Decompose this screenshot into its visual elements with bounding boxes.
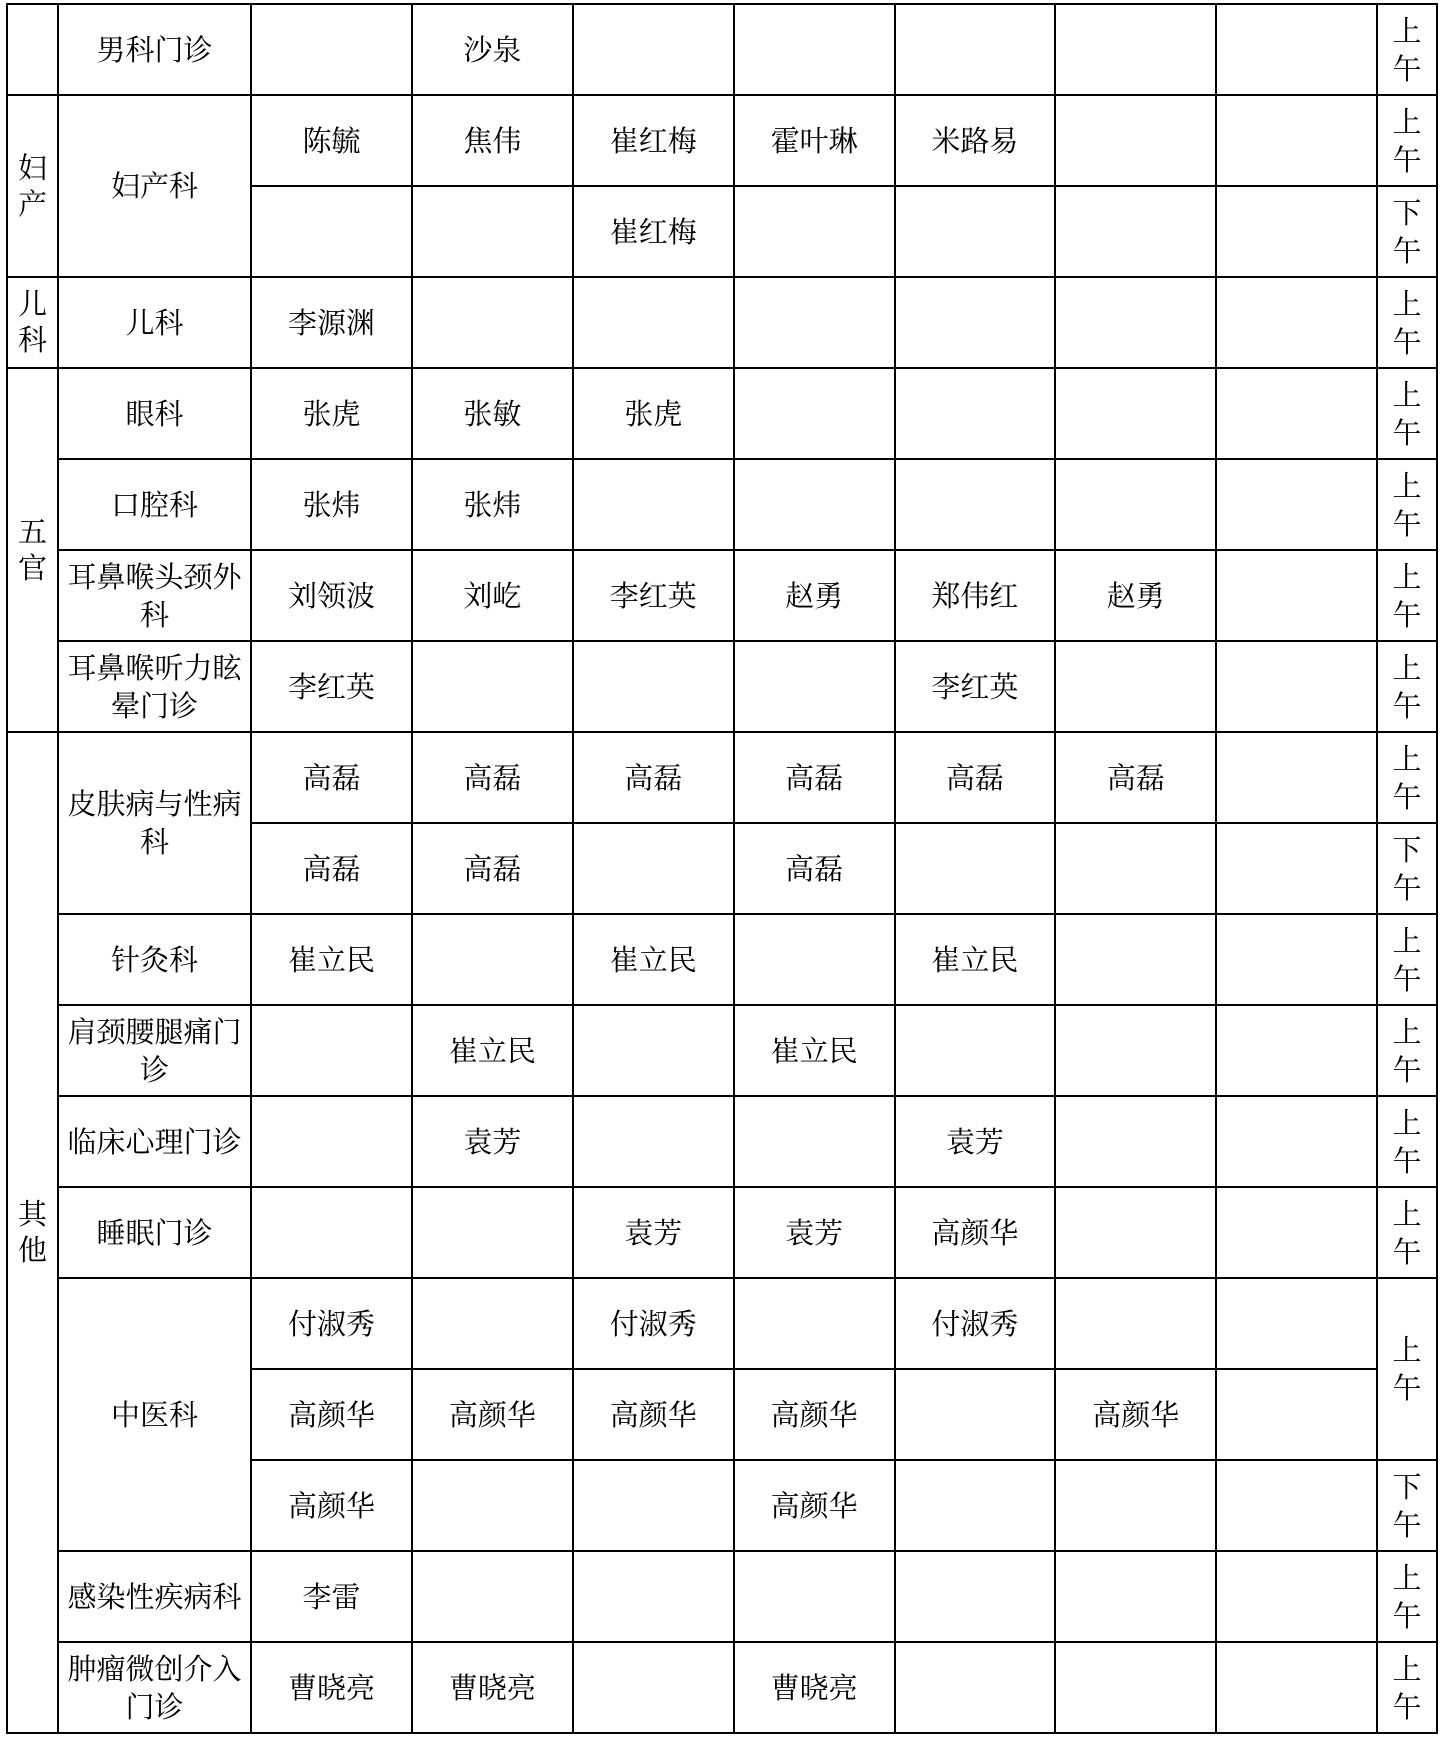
doctor-cell: 袁芳 (412, 1096, 573, 1187)
department-name: 妇产科 (58, 95, 251, 277)
doctor-cell (573, 1005, 734, 1096)
doctor-cell (734, 914, 895, 1005)
doctor-cell (1216, 1642, 1377, 1733)
doctor-cell (734, 368, 895, 459)
table-row (7, 1187, 1437, 1278)
doctor-cell (895, 1551, 1056, 1642)
doctor-cell (1216, 823, 1377, 914)
doctor-cell: 崔立民 (895, 914, 1056, 1005)
doctor-cell (1216, 459, 1377, 550)
doctor-cell (1055, 914, 1216, 1005)
category-cell (7, 4, 58, 95)
doctor-cell (1216, 186, 1377, 277)
doctor-cell: 高磊 (573, 732, 734, 823)
session-period: 上午 (1377, 1551, 1437, 1642)
doctor-cell (895, 1460, 1056, 1551)
doctor-cell: 高磊 (412, 732, 573, 823)
department-name: 针灸科 (58, 914, 251, 1005)
doctor-cell: 曹晓亮 (412, 1642, 573, 1733)
doctor-cell (1055, 459, 1216, 550)
doctor-cell (734, 459, 895, 550)
doctor-cell (895, 1642, 1056, 1733)
schedule-body (7, 4, 1437, 1733)
department-name: 口腔科 (58, 459, 251, 550)
doctor-cell: 崔立民 (573, 914, 734, 1005)
doctor-cell (1216, 1460, 1377, 1551)
session-period: 上午 (1377, 732, 1437, 823)
session-period: 上午 (1377, 641, 1437, 732)
doctor-cell (412, 1551, 573, 1642)
doctor-cell (1216, 277, 1377, 368)
session-period: 上午 (1377, 914, 1437, 1005)
session-period: 上午 (1377, 95, 1437, 186)
doctor-cell (895, 368, 1056, 459)
doctor-cell (895, 1005, 1056, 1096)
department-name: 睡眠门诊 (58, 1187, 251, 1278)
doctor-cell: 崔立民 (734, 1005, 895, 1096)
doctor-cell: 李雷 (251, 1551, 412, 1642)
doctor-cell (412, 277, 573, 368)
doctor-cell (573, 1551, 734, 1642)
category-cell (7, 732, 58, 1733)
table-row (7, 1096, 1437, 1187)
session-period: 上午 (1377, 1005, 1437, 1096)
session-period: 下午 (1377, 186, 1437, 277)
doctor-cell: 崔立民 (251, 914, 412, 1005)
doctor-cell (1216, 641, 1377, 732)
department-name: 眼科 (58, 368, 251, 459)
table-row (7, 4, 1437, 95)
doctor-cell (1055, 95, 1216, 186)
doctor-cell: 高磊 (412, 823, 573, 914)
doctor-cell (1216, 550, 1377, 641)
doctor-cell (412, 641, 573, 732)
doctor-cell (1216, 732, 1377, 823)
table-row (7, 1005, 1437, 1096)
doctor-cell (251, 1096, 412, 1187)
doctor-cell (251, 1187, 412, 1278)
department-name: 中医科 (58, 1278, 251, 1551)
department-name: 感染性疾病科 (58, 1551, 251, 1642)
doctor-cell (1055, 186, 1216, 277)
doctor-cell (1055, 1551, 1216, 1642)
doctor-cell (1216, 1096, 1377, 1187)
department-name: 肿瘤微创介入门诊 (58, 1642, 251, 1733)
doctor-cell: 张虎 (251, 368, 412, 459)
doctor-cell (1055, 1278, 1216, 1369)
doctor-cell (734, 4, 895, 95)
doctor-cell: 米路易 (895, 95, 1056, 186)
doctor-cell (1216, 1369, 1377, 1460)
session-period: 上午 (1377, 459, 1437, 550)
doctor-cell: 高颜华 (412, 1369, 573, 1460)
table-row (7, 732, 1437, 823)
doctor-cell (734, 277, 895, 368)
table-row (7, 1642, 1437, 1733)
doctor-cell (734, 641, 895, 732)
doctor-cell: 崔立民 (412, 1005, 573, 1096)
table-row (7, 459, 1437, 550)
doctor-cell (1216, 368, 1377, 459)
doctor-cell: 赵勇 (734, 550, 895, 641)
doctor-cell (412, 1460, 573, 1551)
category-cell (7, 368, 58, 732)
doctor-cell (1055, 4, 1216, 95)
category-label: 儿科 (18, 287, 48, 357)
doctor-cell (1055, 277, 1216, 368)
category-cell (7, 95, 58, 277)
doctor-cell: 付淑秀 (251, 1278, 412, 1369)
doctor-cell (895, 4, 1056, 95)
doctor-cell: 张虎 (573, 368, 734, 459)
doctor-cell (573, 1460, 734, 1551)
doctor-cell (412, 1187, 573, 1278)
doctor-cell: 高颜华 (251, 1460, 412, 1551)
doctor-cell (1216, 1187, 1377, 1278)
doctor-cell: 刘领波 (251, 550, 412, 641)
table-row (7, 277, 1437, 368)
doctor-cell (1216, 4, 1377, 95)
doctor-cell (573, 277, 734, 368)
clinic-schedule-table (6, 3, 1438, 1734)
doctor-cell (1216, 1551, 1377, 1642)
doctor-cell: 陈毓 (251, 95, 412, 186)
doctor-cell: 曹晓亮 (734, 1642, 895, 1733)
doctor-cell: 崔红梅 (573, 95, 734, 186)
doctor-cell: 付淑秀 (895, 1278, 1056, 1369)
table-row (7, 1278, 1437, 1369)
doctor-cell (1216, 1005, 1377, 1096)
doctor-cell: 张炜 (251, 459, 412, 550)
session-period: 上午 (1377, 1096, 1437, 1187)
doctor-cell: 李源渊 (251, 277, 412, 368)
doctor-cell: 郑伟红 (895, 550, 1056, 641)
doctor-cell (251, 4, 412, 95)
doctor-cell: 高颜华 (1055, 1369, 1216, 1460)
department-name: 耳鼻喉头颈外科 (58, 550, 251, 641)
doctor-cell (573, 4, 734, 95)
category-label: 其他 (18, 1197, 48, 1267)
doctor-cell (1055, 368, 1216, 459)
doctor-cell (1055, 1005, 1216, 1096)
table-row (7, 550, 1437, 641)
doctor-cell (734, 1096, 895, 1187)
session-period: 上午 (1377, 1642, 1437, 1733)
category-cell (7, 277, 58, 368)
doctor-cell: 霍叶琳 (734, 95, 895, 186)
session-period: 上午 (1377, 1278, 1437, 1460)
doctor-cell: 高磊 (251, 732, 412, 823)
department-name: 耳鼻喉听力眩晕门诊 (58, 641, 251, 732)
doctor-cell: 高颜华 (251, 1369, 412, 1460)
doctor-cell (895, 459, 1056, 550)
table-row (7, 1551, 1437, 1642)
doctor-cell: 高颜华 (573, 1369, 734, 1460)
doctor-cell (734, 186, 895, 277)
doctor-cell: 高颜华 (734, 1369, 895, 1460)
doctor-cell: 高颜华 (895, 1187, 1056, 1278)
doctor-cell: 李红英 (251, 641, 412, 732)
doctor-cell: 曹晓亮 (251, 1642, 412, 1733)
department-name: 临床心理门诊 (58, 1096, 251, 1187)
session-period: 上午 (1377, 4, 1437, 95)
doctor-cell (895, 823, 1056, 914)
department-name: 儿科 (58, 277, 251, 368)
doctor-cell (1055, 641, 1216, 732)
doctor-cell (412, 1278, 573, 1369)
doctor-cell (1055, 823, 1216, 914)
session-period: 上午 (1377, 277, 1437, 368)
session-period: 下午 (1377, 823, 1437, 914)
table-row (7, 95, 1437, 186)
session-period: 上午 (1377, 550, 1437, 641)
doctor-cell: 张敏 (412, 368, 573, 459)
doctor-cell (1055, 1642, 1216, 1733)
doctor-cell (573, 823, 734, 914)
doctor-cell: 袁芳 (895, 1096, 1056, 1187)
doctor-cell (1055, 1096, 1216, 1187)
doctor-cell: 高磊 (895, 732, 1056, 823)
doctor-cell: 焦伟 (412, 95, 573, 186)
session-period: 上午 (1377, 368, 1437, 459)
doctor-cell: 沙泉 (412, 4, 573, 95)
session-period: 下午 (1377, 1460, 1437, 1551)
department-name: 男科门诊 (58, 4, 251, 95)
doctor-cell (573, 641, 734, 732)
doctor-cell (895, 277, 1056, 368)
doctor-cell (1216, 914, 1377, 1005)
doctor-cell: 赵勇 (1055, 550, 1216, 641)
doctor-cell: 付淑秀 (573, 1278, 734, 1369)
doctor-cell (1055, 1187, 1216, 1278)
doctor-cell: 高颜华 (734, 1460, 895, 1551)
category-label: 五官 (18, 514, 48, 585)
doctor-cell: 袁芳 (734, 1187, 895, 1278)
doctor-cell (412, 914, 573, 1005)
table-row (7, 914, 1437, 1005)
doctor-cell (734, 1278, 895, 1369)
doctor-cell (895, 1369, 1056, 1460)
doctor-cell (734, 1551, 895, 1642)
doctor-cell (1216, 1278, 1377, 1369)
department-name: 皮肤病与性病科 (58, 732, 251, 914)
doctor-cell: 张炜 (412, 459, 573, 550)
doctor-cell: 高磊 (734, 823, 895, 914)
doctor-cell (251, 1005, 412, 1096)
doctor-cell (573, 1096, 734, 1187)
doctor-cell (251, 186, 412, 277)
doctor-cell (895, 186, 1056, 277)
doctor-cell (1216, 95, 1377, 186)
department-name: 肩颈腰腿痛门诊 (58, 1005, 251, 1096)
doctor-cell: 高磊 (1055, 732, 1216, 823)
doctor-cell: 高磊 (734, 732, 895, 823)
table-row (7, 368, 1437, 459)
table-row (7, 641, 1437, 732)
doctor-cell: 袁芳 (573, 1187, 734, 1278)
doctor-cell: 李红英 (895, 641, 1056, 732)
category-label: 妇产 (18, 150, 48, 221)
doctor-cell (412, 186, 573, 277)
doctor-cell: 李红英 (573, 550, 734, 641)
doctor-cell: 高磊 (251, 823, 412, 914)
doctor-cell: 崔红梅 (573, 186, 734, 277)
doctor-cell (573, 459, 734, 550)
session-period: 上午 (1377, 1187, 1437, 1278)
doctor-cell (573, 1642, 734, 1733)
doctor-cell (1055, 1460, 1216, 1551)
doctor-cell: 刘屹 (412, 550, 573, 641)
